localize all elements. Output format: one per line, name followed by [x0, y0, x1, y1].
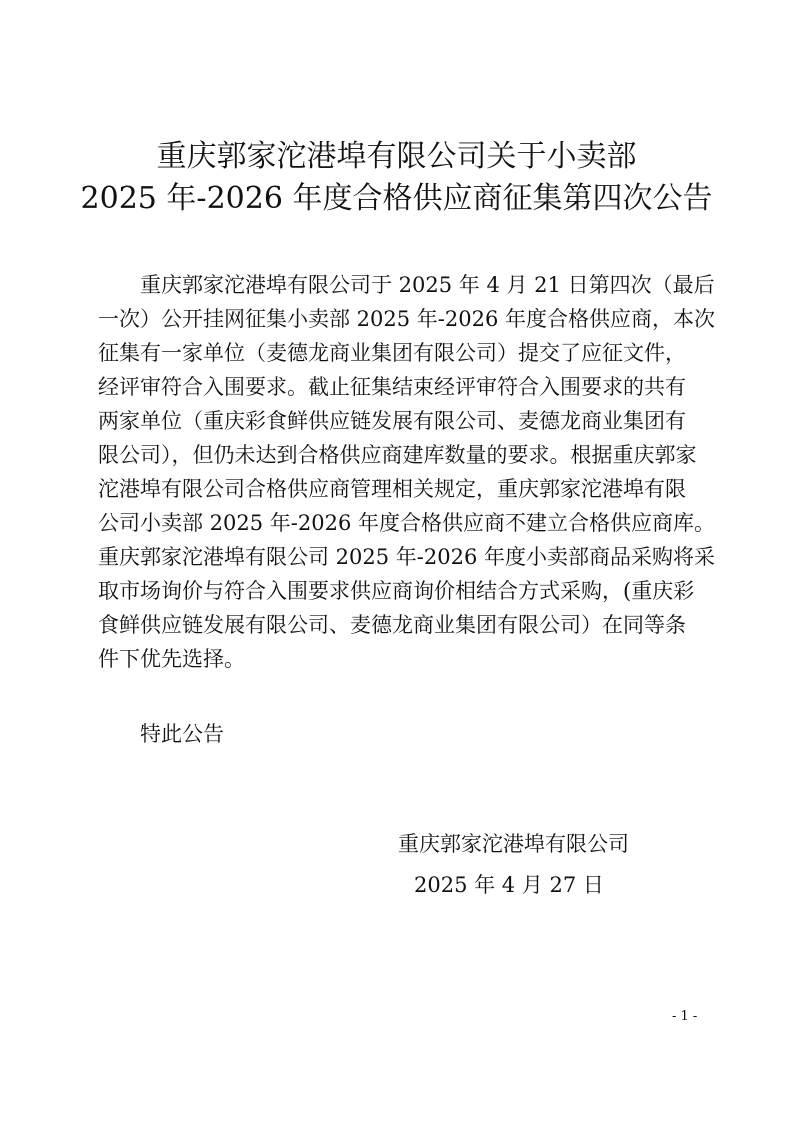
document-title-line-1: 重庆郭家沱港埠有限公司关于小卖部	[156, 139, 637, 174]
closing-remark: 特此公告	[140, 722, 224, 746]
body-line: 征集有一家单位（麦德龙商业集团有限公司）提交了应征文件，	[98, 341, 686, 365]
body-line: 限公司），但仍未达到合格供应商建库数量的要求。根据重庆郭家	[98, 443, 697, 467]
body-line: 件下优先选择。	[98, 647, 245, 671]
body-line: 重庆郭家沱港埠有限公司于 2025 年 4 月 21 日第四次（最后	[140, 273, 715, 297]
announcement-body	[98, 268, 716, 676]
body-line: 一次）公开挂网征集小卖部 2025 年-2026 年度合格供应商，本次	[98, 307, 716, 331]
body-line: 食鲜供应链发展有限公司、麦德龙商业集团有限公司）在同等条	[98, 613, 686, 637]
body-line: 取市场询价与符合入围要求供应商询价相结合方式采购，(重庆彩	[98, 579, 695, 603]
body-line: 沱港埠有限公司合格供应商管理相关规定，重庆郭家沱港埠有限	[98, 477, 686, 501]
page-number: - 1 -	[672, 1009, 698, 1024]
body-line: 经评审符合入围要求。截止征集结束经评审符合入围要求的共有	[98, 375, 686, 399]
document-title-line-2: 2025 年-2026 年度合格供应商征集第四次公告	[80, 181, 713, 216]
body-line: 重庆郭家沱港埠有限公司 2025 年-2026 年度小卖部商品采购将采	[98, 545, 716, 569]
body-line: 两家单位（重庆彩食鲜供应链发展有限公司、麦德龙商业集团有	[98, 409, 686, 433]
issue-date: 2025 年 4 月 27 日	[414, 873, 604, 897]
issuer-signature: 重庆郭家沱港埠有限公司	[398, 832, 629, 856]
body-line: 公司小卖部 2025 年-2026 年度合格供应商不建立合格供应商库。	[98, 511, 716, 535]
